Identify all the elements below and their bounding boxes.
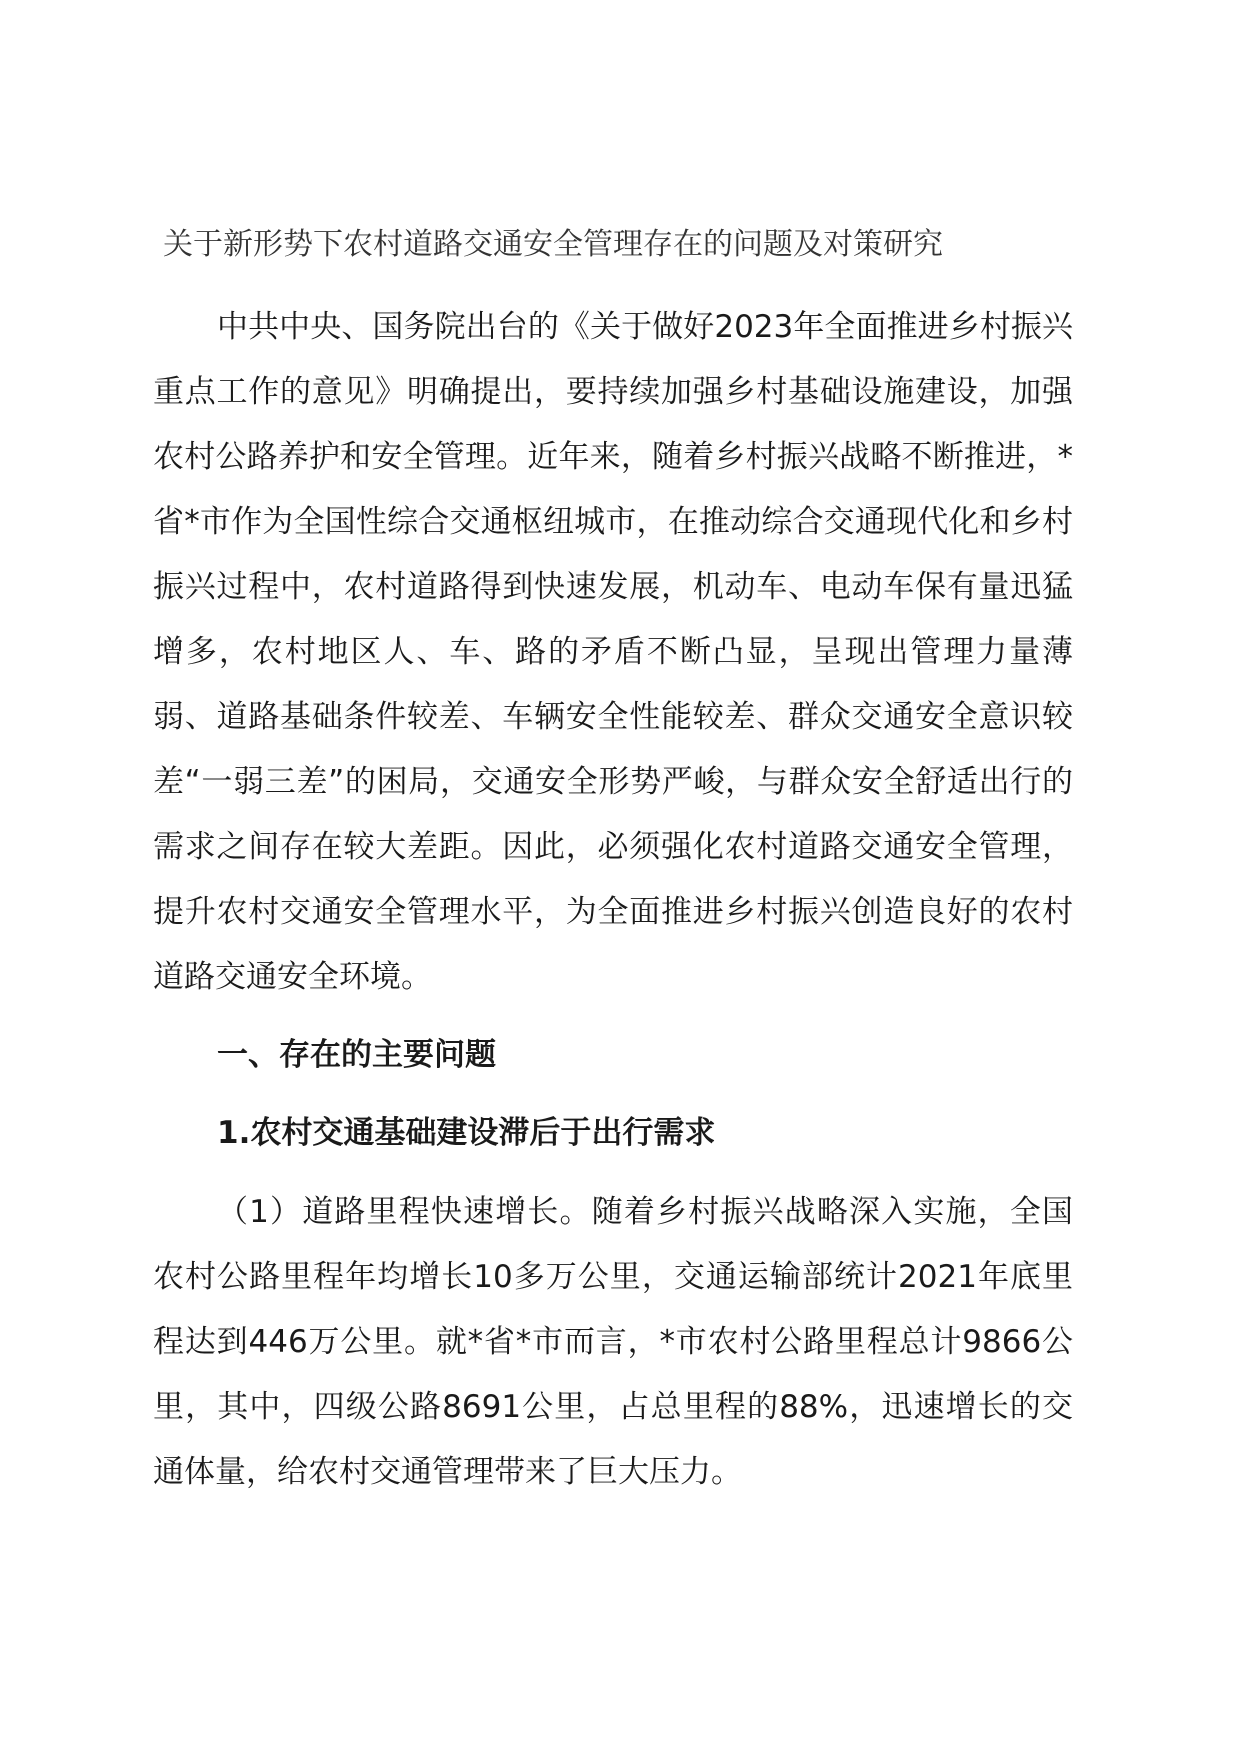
document-title: 关于新形势下农村道路交通安全管理存在的问题及对策研究 <box>163 227 943 262</box>
subsection-paragraph: （1）道路里程快速增长。随着乡村振兴战略深入实施，全国农村公路里程年均增长10多万公里，交通运输部统计2021年底里程达到446万公里。就*省*市而言，*市农村公路里程总计9866公里，其中，四级公路8691公里，占总里程的88%，迅速增长的交通体量，给农村交通管理带来了巨大压力。 <box>153 1194 1073 1490</box>
intro-paragraph: 中共中央、国务院出台的《关于做好2023年全面推进乡村振兴重点工作的意见》明确提出，要持续加强乡村基础设施建设，加强农村公路养护和安全管理。近年来，随着乡村振兴战略不断推进，*省*市作为全国性综合交通枢纽城市，在推动综合交通现代化和乡村振兴过程中，农村道路得到快速发展，机动车、电动车保有量迅猛增多，农村地区人、车、路的矛盾不断凸显，呈现出管理力量薄弱、道路基础条件较差、车辆安全性能较差、群众交通安全意识较差“一弱三差”的困局，交通安全形势严峻，与群众安全舒适出行的需求之间存在较大差距。因此，必须强化农村道路交通安全管理，提升农村交通安全管理水平，为全面推进乡村振兴创造良好的农村道路交通安全环境。 <box>153 309 1073 995</box>
subsection-heading: 1.农村交通基础建设滞后于出行需求 <box>217 1115 716 1151</box>
section-heading: 一、存在的主要问题 <box>217 1037 496 1073</box>
